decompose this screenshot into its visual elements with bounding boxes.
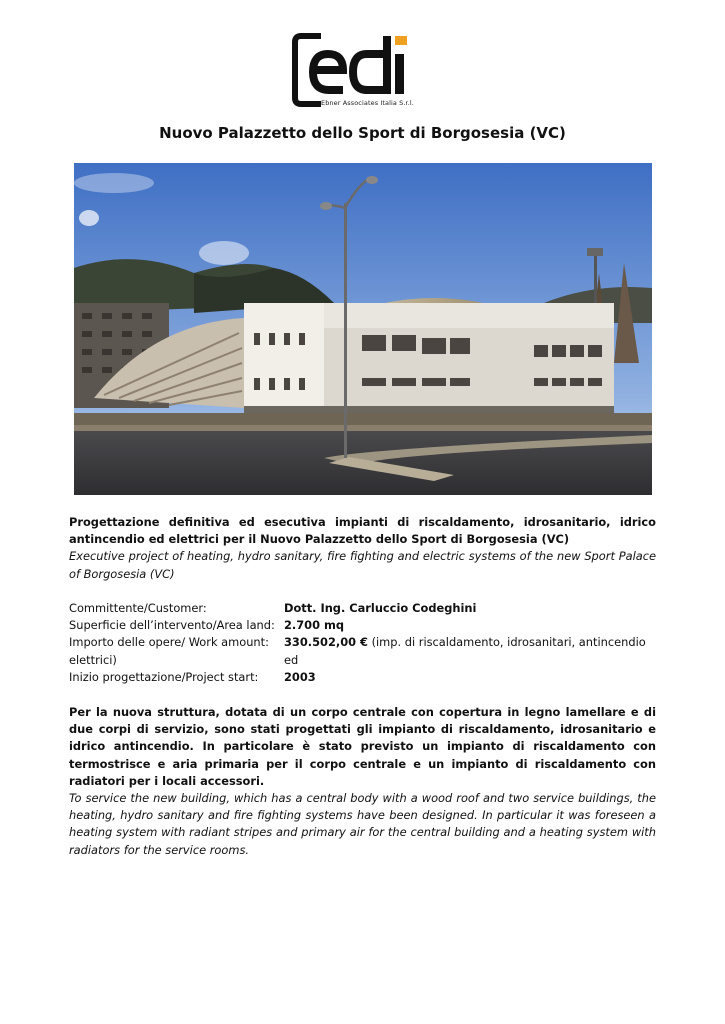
committente-label: Committente/Customer: [69, 601, 207, 615]
intro-english: Executive project of heating, hydro sanitary, fire fighting and electric systems of the new Sport Palace of Borgosesia (VC) [69, 549, 656, 581]
importo-label-cont: elettrici) [69, 652, 117, 667]
intro-section [69, 514, 656, 583]
detail-row-inizio [69, 669, 656, 686]
description-section [69, 704, 656, 859]
project-details [69, 600, 656, 686]
page-title: Nuovo Palazzetto dello Sport di Borgosesia (VC) [159, 124, 566, 142]
description-english: To service the new building, which has a central body with a wood roof and two service buildings, the heating, hydro sanitary and fire fighting systems have been designed. In particular it was foreseen a heating system with radiant stripes and primary air for the central building and a heating system with radiators for the service rooms. [69, 791, 656, 857]
committente-value: Dott. Ing. Carluccio Codeghini [284, 601, 477, 615]
superficie-label: Superficie dell’intervento/Area land: [69, 618, 275, 633]
building-photo [74, 163, 652, 495]
intro-italian: Progettazione definitiva ed esecutiva impianti di riscaldamento, idrosanitario, idrico antincendio ed elettrici per il Nuovo Palazzetto dello Sport di Borgosesia (VC) [69, 515, 656, 547]
detail-row-committente [69, 600, 656, 617]
description-italian: Per la nuova struttura, dotata di un corpo centrale con copertura in legno lamellare e di due corpi di servizio, sono stati progettati gli impianto di riscaldamento, idrosanitario e idrico antincendio. In particolare è stato previsto un impianto di riscaldamento con termostrisce e aria primaria per il corpo centrale e un impianto di riscaldamento con radiatori per i locali accessori. [69, 705, 656, 788]
importo-value: 330.502,00 € [284, 635, 368, 650]
superficie-value: 2.700 mq [284, 618, 345, 633]
inizio-value: 2003 [284, 669, 316, 684]
detail-row-importo-cont [69, 652, 656, 669]
importo-note: (imp. di riscaldamento, idrosanitari, antincendio ed [284, 635, 646, 667]
logo-tagline: Ebner Associates Italia S.r.l. [321, 99, 414, 107]
detail-row-superficie [69, 617, 656, 634]
inizio-label: Inizio progettazione/Project start: [69, 669, 259, 684]
importo-label: Importo delle opere/ Work amount: [69, 635, 269, 650]
